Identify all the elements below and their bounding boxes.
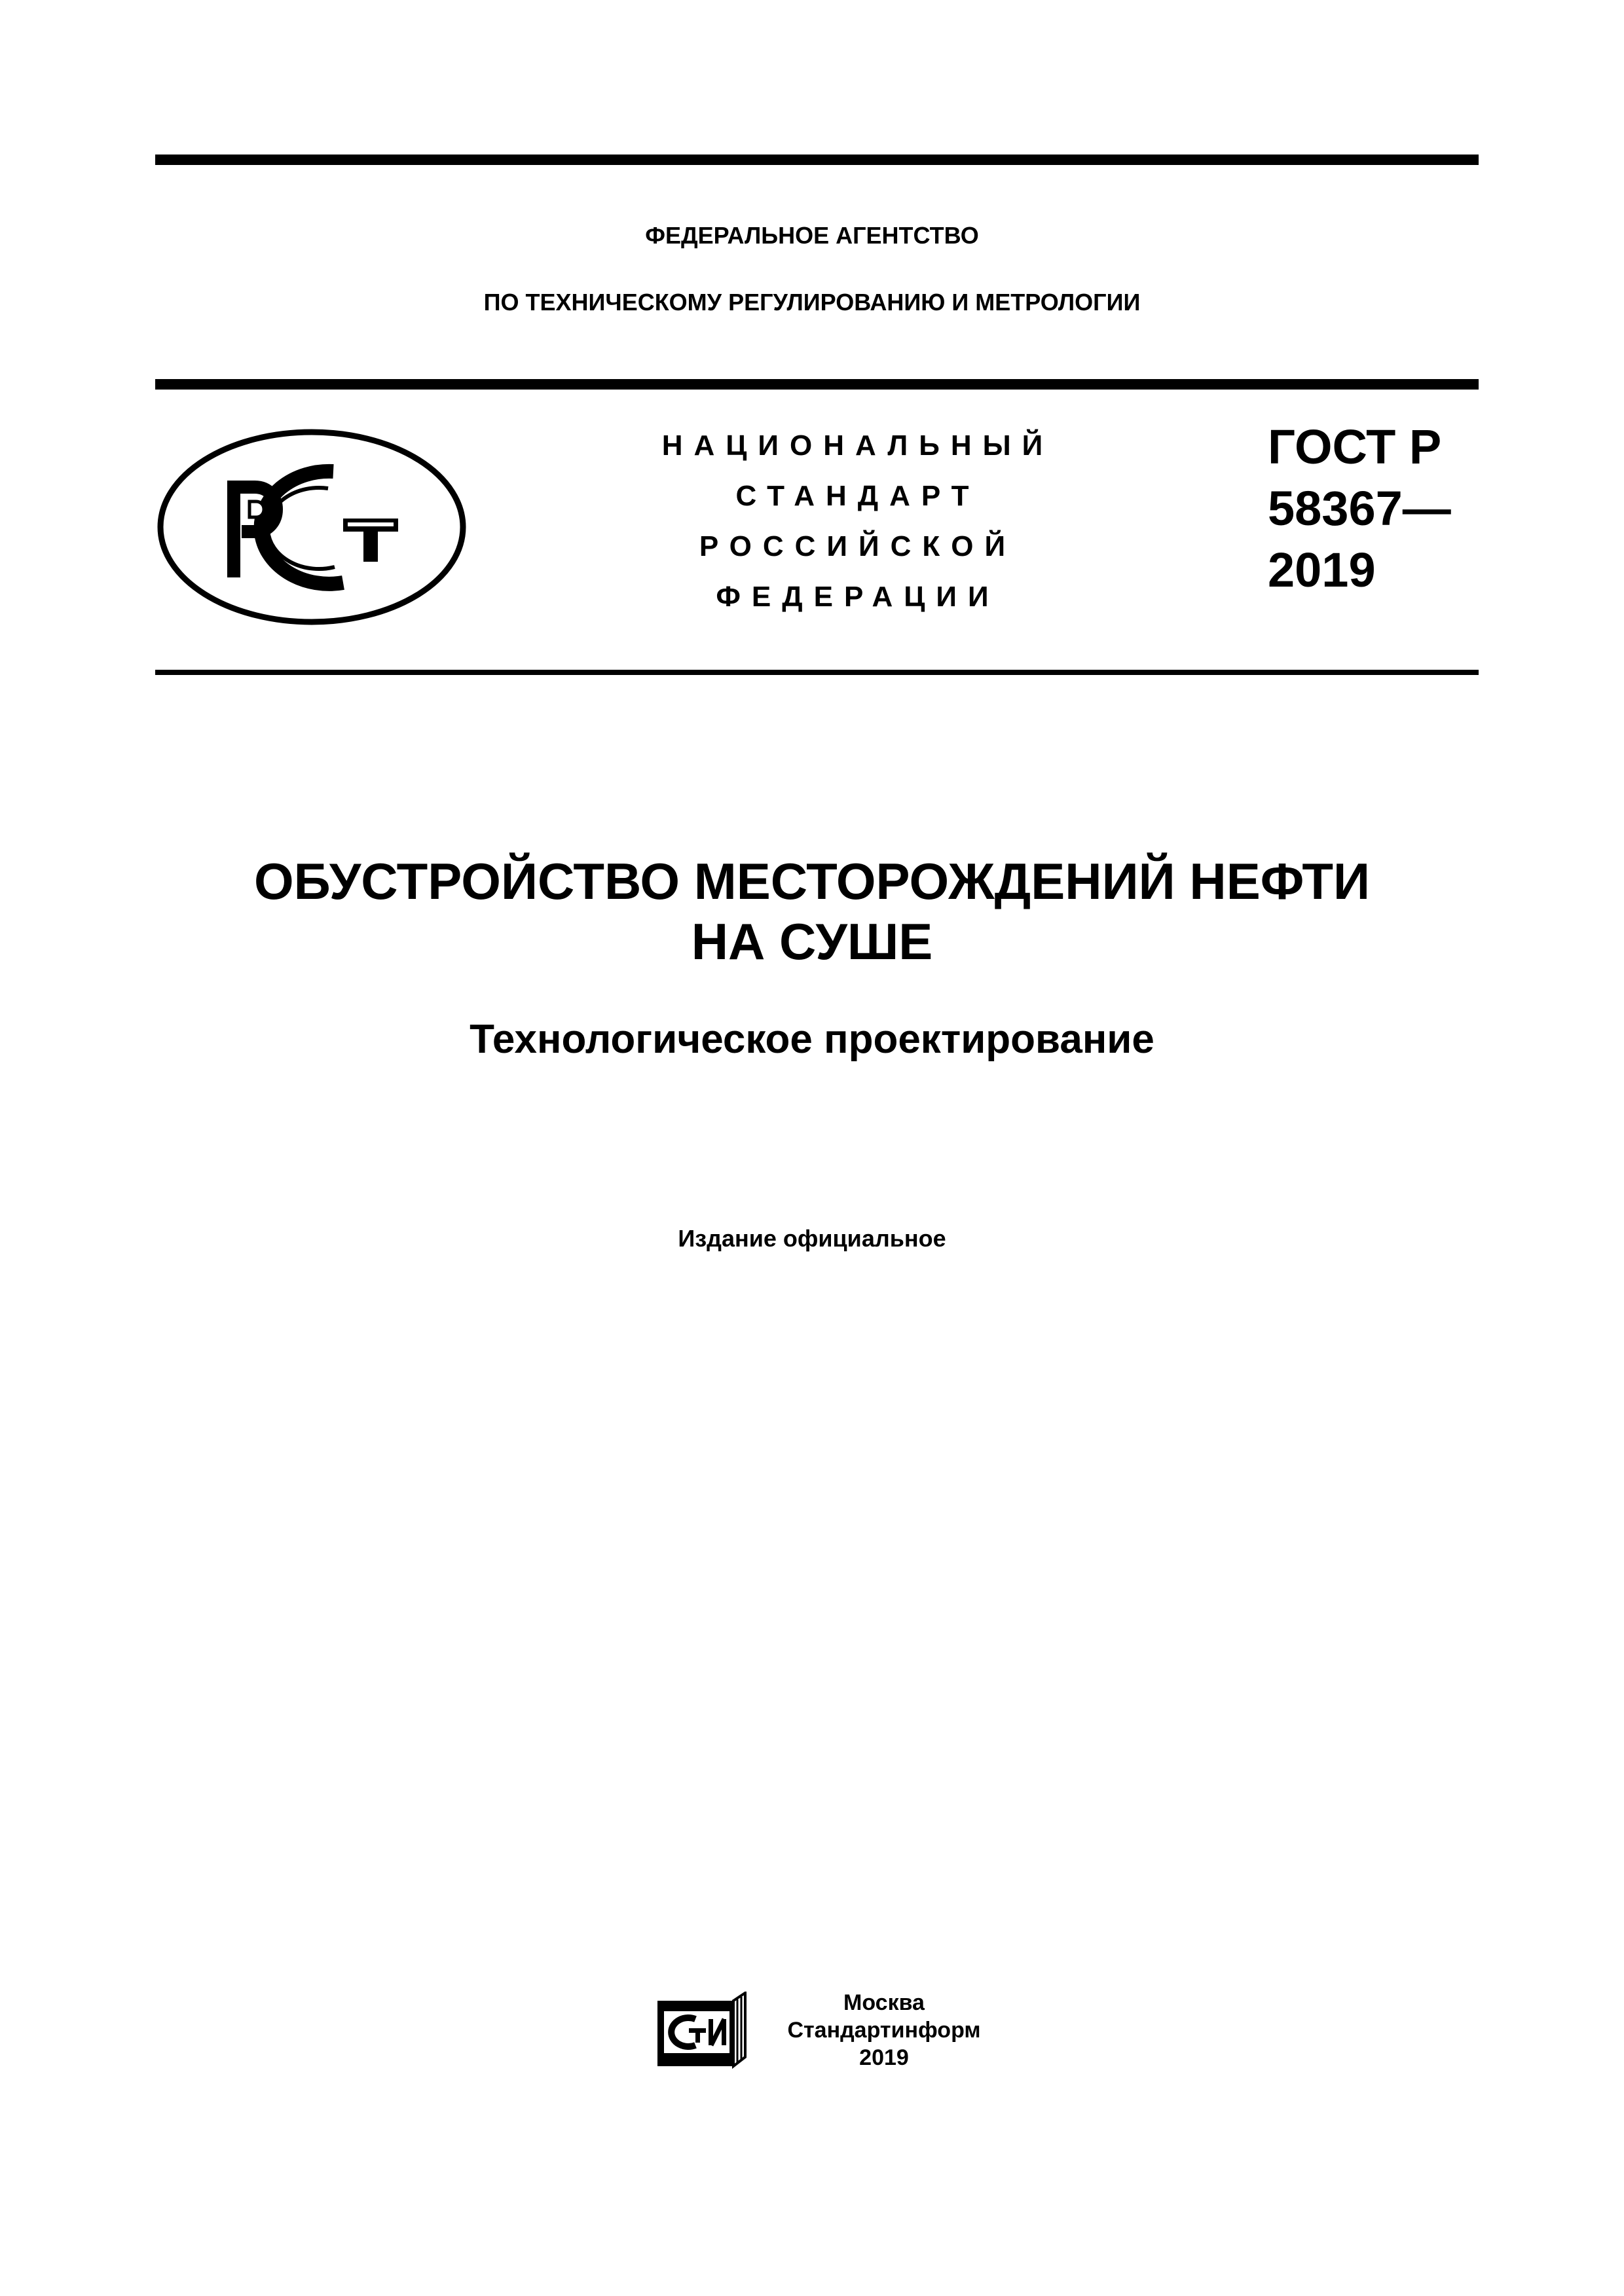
title-line-1: ОБУСТРОЙСТВО МЕСТОРОЖДЕНИЙ НЕФТИ	[253, 852, 1371, 910]
standartinform-logo-icon	[655, 1992, 750, 2069]
publisher-city: Москва	[843, 1990, 925, 2015]
title-line-2: НА СУШЕ	[691, 913, 933, 970]
top-rule	[155, 155, 1479, 165]
standard-type-line-3: РОССИЙСКОЙ	[699, 530, 1017, 562]
standard-type-line-2: СТАНДАРТ	[735, 480, 980, 512]
designation-line-2: 58367—	[1268, 481, 1451, 536]
standard-designation	[1268, 416, 1477, 601]
agency-line-1: ФЕДЕРАЛЬНОЕ АГЕНТСТВО	[645, 222, 979, 249]
standard-type-line-1: НАЦИОНАЛЬНЫЙ	[661, 429, 1054, 462]
designation-line-3: 2019	[1268, 543, 1376, 597]
publisher-imprint	[760, 1989, 1008, 2071]
rst-certification-mark-icon	[157, 428, 468, 626]
document-subtitle: Технологическое проектирование	[470, 1017, 1154, 1062]
document-title	[0, 851, 1624, 972]
designation-line-1: ГОСТ Р	[1268, 420, 1442, 474]
middle-rule	[155, 379, 1479, 390]
agency-line-2: ПО ТЕХНИЧЕСКОМУ РЕГУЛИРОВАНИЮ И МЕТРОЛОГИИ	[483, 289, 1141, 316]
standard-type-block	[616, 420, 1100, 622]
publisher-year: 2019	[859, 2045, 909, 2070]
publisher-name: Стандартинформ	[787, 2018, 981, 2043]
edition-label: Издание официальное	[678, 1225, 946, 1252]
standard-type-line-4: ФЕДЕРАЦИИ	[716, 581, 1000, 613]
bottom-rule	[155, 670, 1479, 675]
